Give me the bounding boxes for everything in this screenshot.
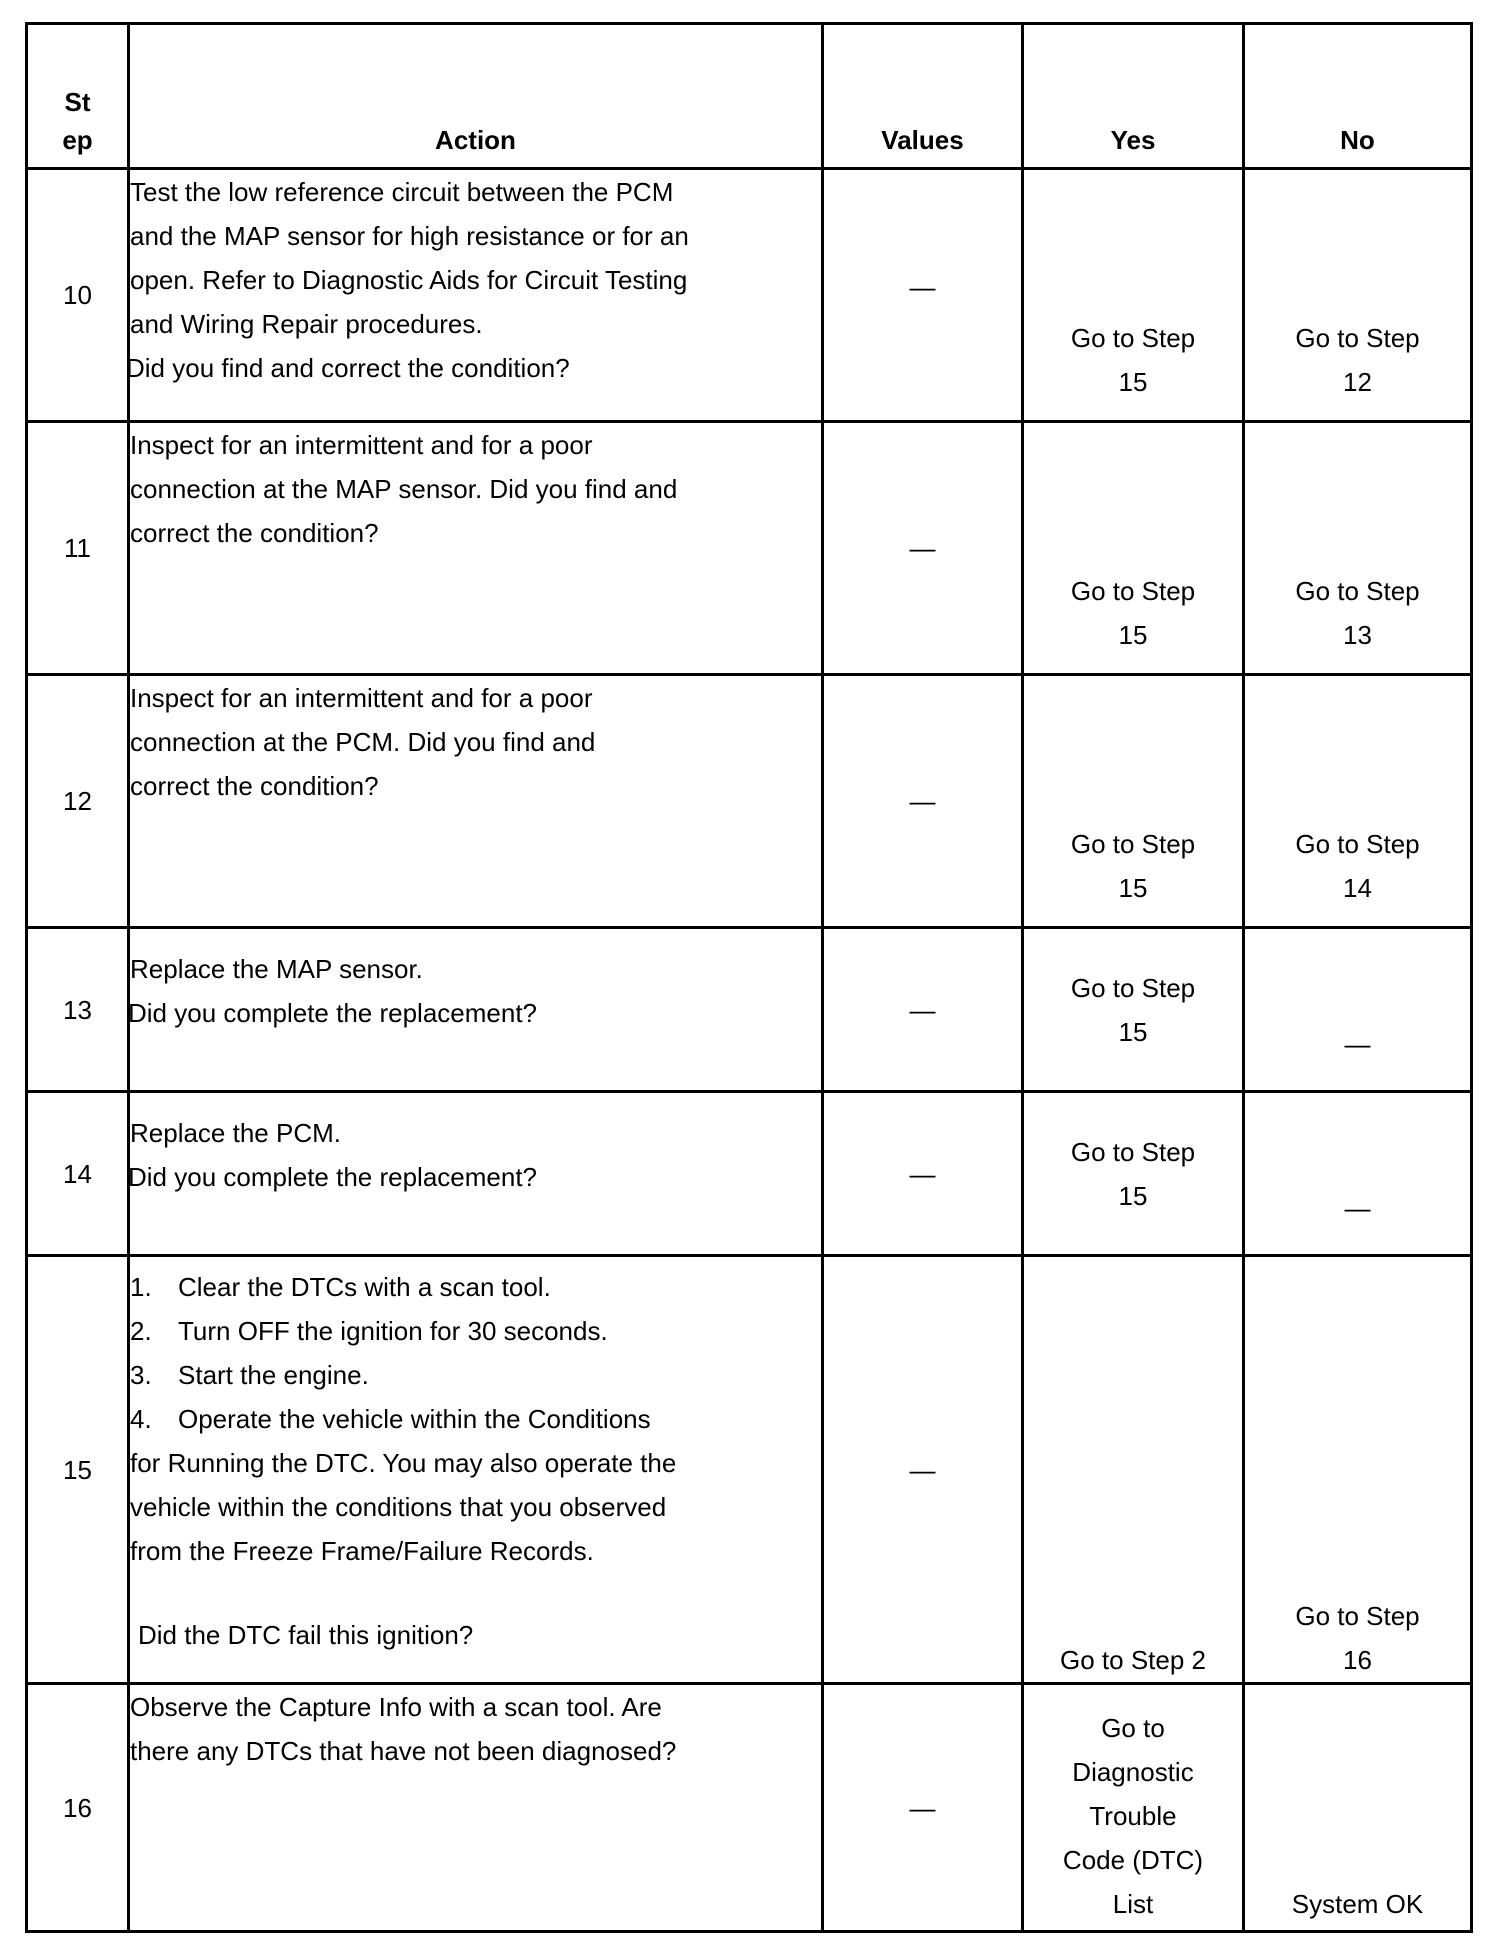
values-cell: — bbox=[823, 1684, 1023, 1932]
list-item: 1. Clear the DTCs with a scan tool. bbox=[130, 1272, 551, 1302]
no-cell: — bbox=[1244, 928, 1472, 1092]
action-cell: Replace the PCM. Did you complete the replacement? bbox=[129, 1092, 823, 1256]
no-cell: Go to Step 14 bbox=[1244, 675, 1472, 928]
step-number: 16 bbox=[27, 1684, 129, 1932]
action-cell: Inspect for an intermittent and for a poor connection at the MAP sensor. Did you find and correct the condition? bbox=[129, 422, 823, 675]
no-cell: — bbox=[1244, 1092, 1472, 1256]
question-text: Did you complete the replacement? bbox=[128, 998, 538, 1028]
question-text: Did you complete the replacement? bbox=[128, 1162, 538, 1192]
values-cell: — bbox=[823, 1256, 1023, 1684]
table-row bbox=[27, 928, 1472, 1092]
action-cell: Observe the Capture Info with a scan tool. Are there any DTCs that have not been diagnosed? bbox=[129, 1684, 823, 1932]
values-cell: — bbox=[823, 169, 1023, 422]
header-row bbox=[27, 24, 1472, 169]
no-cell: Go to Step 16 bbox=[1244, 1256, 1472, 1684]
action-cell: Inspect for an intermittent and for a poor connection at the PCM. Did you find and correct the condition? bbox=[129, 675, 823, 928]
table-row bbox=[27, 422, 1472, 675]
diagnostic-table bbox=[25, 22, 1473, 1933]
step-number: 10 bbox=[27, 169, 129, 422]
table-row bbox=[27, 1092, 1472, 1256]
table-row bbox=[27, 169, 1472, 422]
header-step: St ep bbox=[27, 24, 129, 169]
values-cell: — bbox=[823, 1092, 1023, 1256]
no-cell: Go to Step 12 bbox=[1244, 169, 1472, 422]
question-text: Did the DTC fail this ignition? bbox=[138, 1620, 474, 1650]
question-text: Did you find and correct the condition? bbox=[126, 353, 570, 383]
header-action: Action bbox=[129, 24, 823, 169]
yes-cell: Go to Step 15 bbox=[1023, 169, 1244, 422]
header-values: Values bbox=[823, 24, 1023, 169]
values-cell: — bbox=[823, 928, 1023, 1092]
header-yes: Yes bbox=[1023, 24, 1244, 169]
values-cell: — bbox=[823, 422, 1023, 675]
header-no: No bbox=[1244, 24, 1472, 169]
action-cell: Test the low reference circuit between the PCM and the MAP sensor for high resistance or for an open. Refer to Diagnostic Aids for Circuit Testing and Wiring Repair procedures. Did you find and correct the condition? bbox=[129, 169, 823, 422]
list-item: 2. Turn OFF the ignition for 30 seconds. bbox=[130, 1316, 608, 1346]
no-cell: System OK bbox=[1244, 1684, 1472, 1932]
yes-cell: Go to Step 15 bbox=[1023, 1092, 1244, 1256]
yes-cell: Go to Step 15 bbox=[1023, 422, 1244, 675]
table-row bbox=[27, 1684, 1472, 1932]
list-item: 3. Start the engine. bbox=[130, 1360, 369, 1390]
table-row bbox=[27, 1256, 1472, 1684]
no-cell: Go to Step 13 bbox=[1244, 422, 1472, 675]
step-number: 11 bbox=[27, 422, 129, 675]
list-item: 4. Operate the vehicle within the Conditions bbox=[130, 1404, 651, 1434]
values-cell: — bbox=[823, 675, 1023, 928]
yes-cell: Go to Diagnostic Trouble Code (DTC) List bbox=[1023, 1684, 1244, 1932]
yes-cell: Go to Step 15 bbox=[1023, 675, 1244, 928]
step-number: 15 bbox=[27, 1256, 129, 1684]
yes-cell: Go to Step 15 bbox=[1023, 928, 1244, 1092]
action-cell: Replace the MAP sensor. Did you complete the replacement? bbox=[129, 928, 823, 1092]
step-number: 14 bbox=[27, 1092, 129, 1256]
step-number: 12 bbox=[27, 675, 129, 928]
action-cell: 1. Clear the DTCs with a scan tool. 2. Turn OFF the ignition for 30 seconds. 3. Start the engine. 4. Operate the vehicle within the Conditions for Running the DTC. You may also operate the vehicle within the conditions that you observed from the Freeze Frame/Failure Records. Did the DTC fail this ignition? bbox=[129, 1256, 823, 1684]
step-number: 13 bbox=[27, 928, 129, 1092]
table-row bbox=[27, 675, 1472, 928]
yes-cell: Go to Step 2 bbox=[1023, 1256, 1244, 1684]
